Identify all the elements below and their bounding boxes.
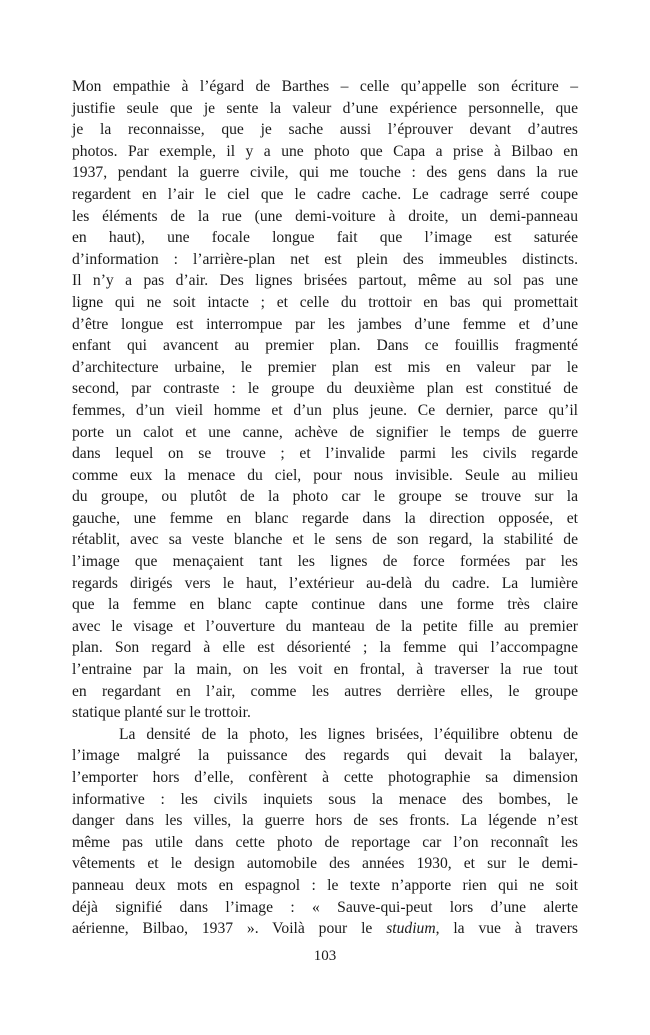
paragraph-2: [72, 724, 578, 940]
text-line: je la reconnaisse, que je sache aussi l’éprouver devant d’autres: [72, 121, 578, 139]
text-line: 1937, pendant la guerre civile, qui me touche : des gens dans la rue: [72, 164, 578, 182]
page-body: [72, 76, 578, 940]
italic-term: studium: [386, 920, 436, 938]
text-line: gauche, une femme en blanc regarde dans la direction opposée, et: [72, 509, 578, 527]
page-number: 103: [313, 948, 337, 964]
text-line: regards dirigés vers le haut, l’extérieur au-delà du cadre. La lumière: [72, 574, 578, 592]
text-line: en haut), une focale longue fait que l’image est saturée: [72, 229, 578, 247]
text-line: d’être longue est interrompue par les jambes d’une femme et d’une: [72, 315, 578, 333]
text-line: rétablit, avec sa veste blanche et le sens de son regard, la stabilité de: [72, 531, 578, 549]
text-line: statique planté sur le trottoir.: [72, 704, 251, 722]
text-line: même pas utile dans cette photo de reportage car l’on reconnaît les: [72, 833, 578, 851]
text-line: regardent en l’air le ciel que le cadre cache. Le cadrage serré coupe: [72, 185, 578, 203]
paragraph-1: [72, 76, 578, 724]
text-line: justifie seule que je sente la valeur d’une expérience personnelle, que: [72, 99, 578, 117]
text-line: l’image malgré la puissance des regards qui devait la balayer,: [72, 747, 578, 765]
text-line: photos. Par exemple, il y a une photo que Capa a prise à Bilbao en: [72, 142, 578, 160]
text-line: second, par contraste : le groupe du deuxième plan est constitué de: [72, 380, 578, 398]
text-line: porte un calot et une canne, achève de signifier le temps de guerre: [72, 423, 578, 441]
text-line: panneau deux mots en espagnol : le texte n’apporte rien qui ne soit: [72, 876, 578, 894]
text-line: informative : les civils inquiets sous la menace des bombes, le: [72, 790, 578, 808]
text-line: l’emporter hors d’elle, confèrent à cette photographie sa dimension: [72, 769, 578, 786]
text-line: La densité de la photo, les lignes brisées, l’équilibre obtenu de: [119, 725, 578, 743]
text-line: en regardant en l’air, comme les autres derrière elles, le groupe: [72, 682, 578, 700]
text-line: comme eux la menace du ciel, pour nous invisible. Seule au milieu: [72, 466, 578, 484]
text-segment: aérienne, Bilbao, 1937 ». Voilà pour le: [72, 920, 387, 938]
text-line: avec le visage et l’ouverture du manteau de la petite fille au premier: [72, 617, 578, 635]
text-line: danger dans les villes, la guerre hors de ses fronts. La légende n’est: [72, 812, 578, 830]
text-line: du groupe, ou plutôt de la photo car le groupe se trouve sur la: [72, 488, 578, 506]
text-line: d’architecture urbaine, le premier plan est mis en valeur par le: [72, 358, 578, 376]
text-line: déjà signifié dans l’image : « Sauve-qui-peut lors d’une alerte: [72, 898, 578, 916]
text-line: dans lequel on se trouve ; et l’invalide parmi les civils regarde: [72, 445, 578, 463]
text-line: que la femme en blanc capte continue dans une forme très claire: [72, 596, 578, 614]
text-line: ligne qui ne soit intacte ; et celle du trottoir en bas qui promettait: [72, 293, 578, 311]
text-line: femmes, d’un vieil homme et d’un plus jeune. Ce dernier, parce qu’il: [72, 401, 578, 419]
text-line: vêtements et le design automobile des années 1930, et sur le demi-: [72, 855, 578, 873]
text-line: les éléments de la rue (une demi-voiture à droite, un demi-panneau: [72, 207, 578, 225]
text-line: Mon empathie à l’égard de Barthes – celle qu’appelle son écriture –: [72, 78, 578, 95]
text-segment: , la vue à travers: [435, 920, 579, 938]
text-line: [72, 918, 578, 940]
text-line: l’entraine par la main, on les voit en frontal, à traverser la rue tout: [72, 661, 578, 679]
text-line: Il n’y a pas d’air. Des lignes brisées partout, même au sol pas une: [72, 272, 578, 290]
text-line: plan. Son regard à elle est désorienté ; la femme qui l’accompagne: [72, 639, 578, 657]
text-line: l’image que menaçaient tant les lignes de force formées par les: [72, 553, 578, 571]
text-line: enfant qui avancent au premier plan. Dans ce fouillis fragmenté: [72, 337, 578, 355]
text-line: d’information : l’arrière-plan net est plein des immeubles distincts.: [72, 250, 578, 268]
